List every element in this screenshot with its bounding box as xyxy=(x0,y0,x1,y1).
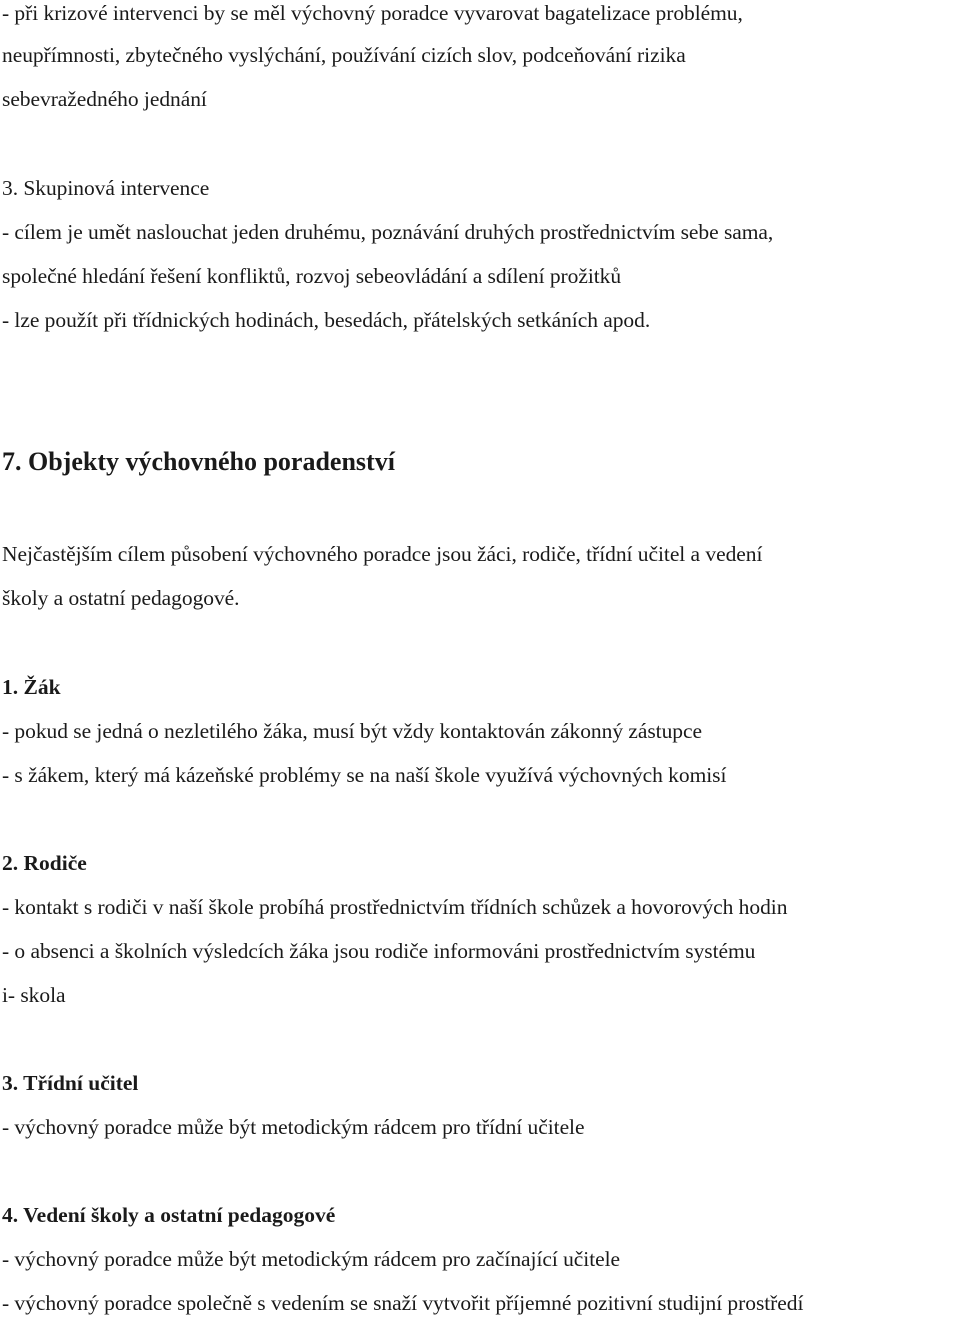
group-line-2: společné hledání řešení konfliktů, rozvoj sebeovládání a sdílení prožitků xyxy=(2,264,622,288)
intro-line-1: Nejčastějším cílem působení výchovného poradce jsou žáci, rodiče, třídní učitel a vedení xyxy=(2,542,763,566)
class-teacher-line-1: - výchovný poradce může být metodickým rádcem pro třídní učitele xyxy=(2,1115,585,1139)
intro-line-2: školy a ostatní pedagogové. xyxy=(2,586,240,610)
management-title: 4. Vedení školy a ostatní pedagogové xyxy=(2,1203,336,1227)
crisis-line-2: neupřímnosti, zbytečného vyslýchání, používání cizích slov, podceňování rizika xyxy=(2,43,686,67)
student-line-2: - s žákem, který má kázeňské problémy se na naší škole využívá výchovných komisí xyxy=(2,763,727,787)
crisis-line-1: - při krizové intervenci by se měl výchovný poradce vyvarovat bagatelizace problému, xyxy=(2,1,743,25)
parents-line-3: i- skola xyxy=(2,983,66,1007)
management-line-2: - výchovný poradce společně s vedením se snaží vytvořit příjemné pozitivní studijní prostředí xyxy=(2,1291,804,1315)
parents-line-2: - o absenci a školních výsledcích žáka jsou rodiče informováni prostřednictvím systému xyxy=(2,939,756,963)
student-title: 1. Žák xyxy=(2,675,61,699)
group-line-3: - lze použít při třídnických hodinách, besedách, přátelských setkáních apod. xyxy=(2,308,651,332)
crisis-line-3: sebevražedného jednání xyxy=(2,87,207,111)
section-heading: 7. Objekty výchovného poradenství xyxy=(2,447,395,476)
group-line-1: - cílem je umět naslouchat jeden druhému, poznávání druhých prostřednictvím sebe sama, xyxy=(2,220,774,244)
student-line-1: - pokud se jedná o nezletilého žáka, musí být vždy kontaktován zákonný zástupce xyxy=(2,719,702,743)
group-intervention-title: 3. Skupinová intervence xyxy=(2,176,210,200)
parents-line-1: - kontakt s rodiči v naší škole probíhá prostřednictvím třídních schůzek a hovorových hodin xyxy=(2,895,788,919)
class-teacher-title: 3. Třídní učitel xyxy=(2,1071,139,1095)
parents-title: 2. Rodiče xyxy=(2,851,87,875)
management-line-1: - výchovný poradce může být metodickým rádcem pro začínající učitele xyxy=(2,1247,621,1271)
